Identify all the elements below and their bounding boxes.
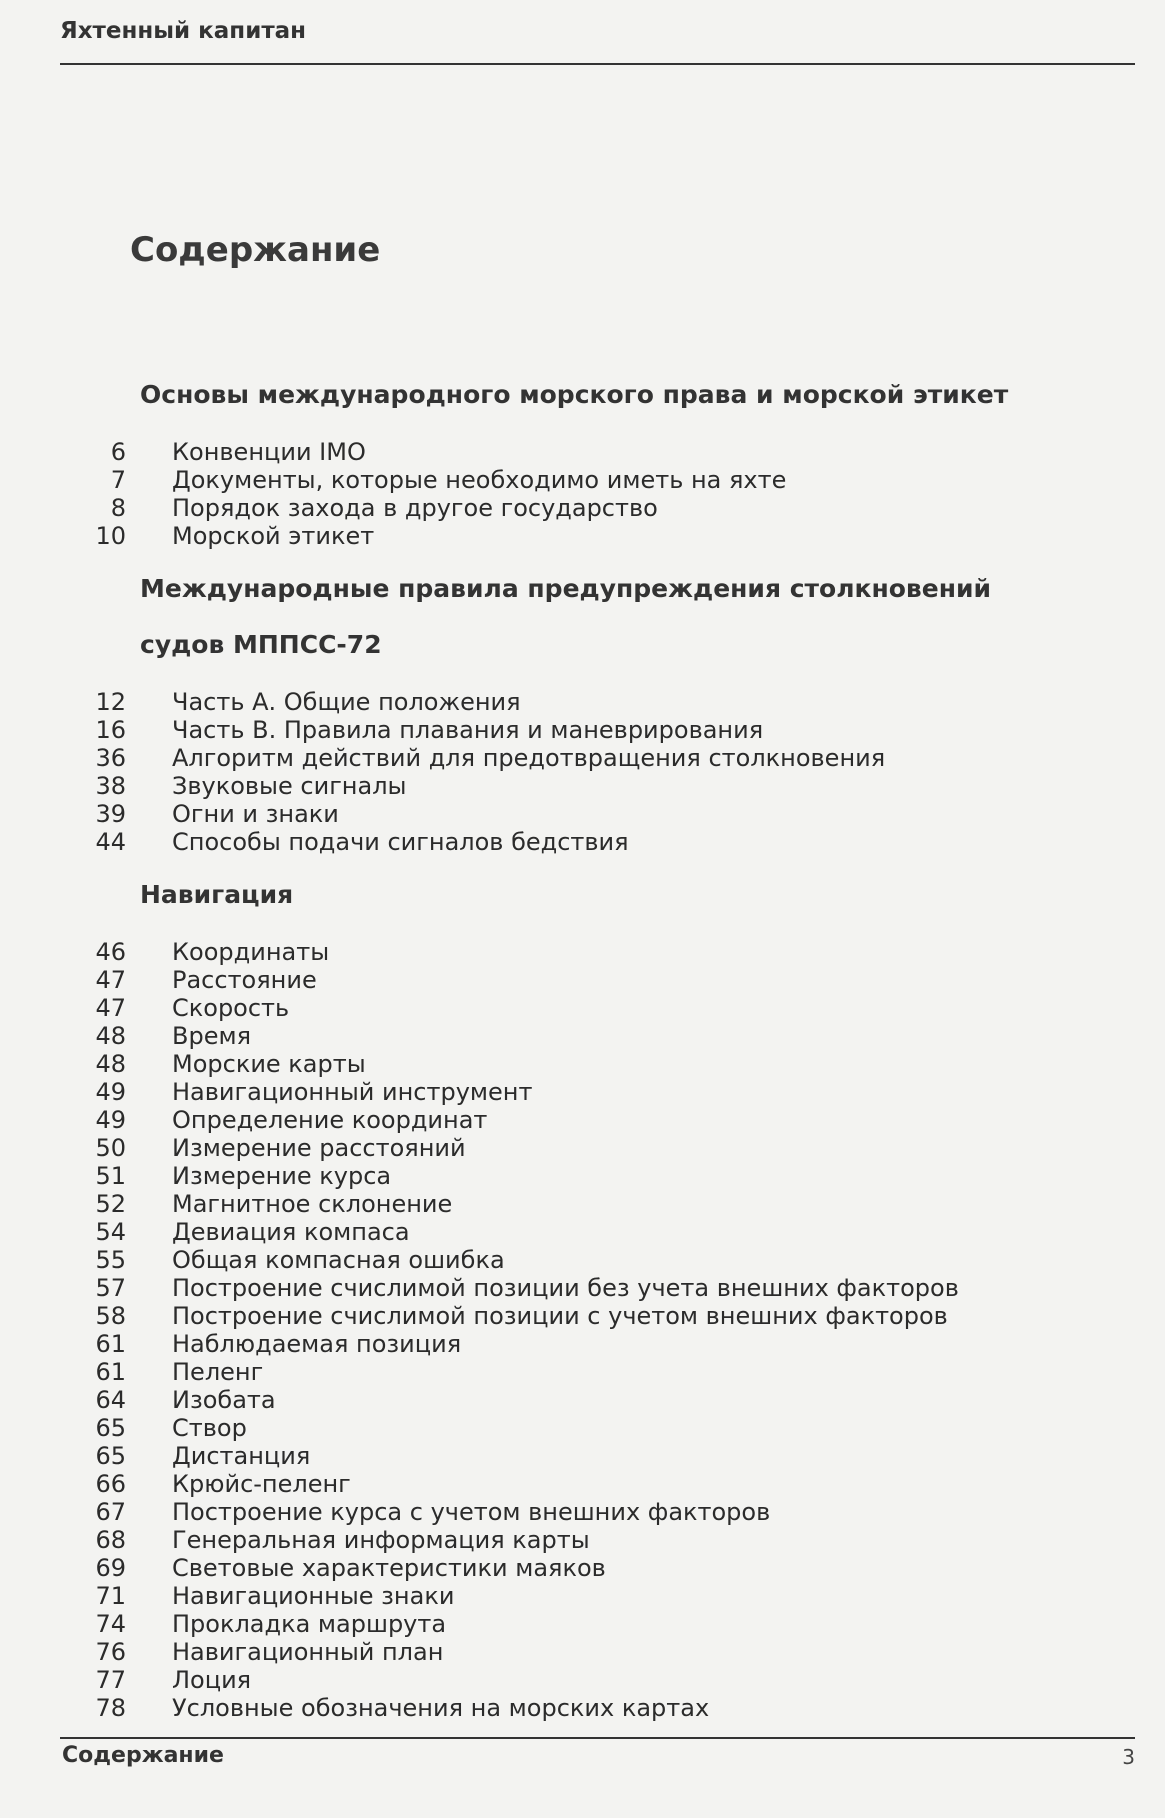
- toc-entry-title: Координаты: [172, 938, 330, 966]
- toc-entry-title: Построение счислимой позиции с учетом внешних факторов: [172, 1302, 948, 1330]
- toc-entry-title: Световые характеристики маяков: [172, 1554, 606, 1582]
- toc-entry-title: Документы, которые необходимо иметь на яхте: [172, 466, 787, 494]
- toc-entry-title: Навигационные знаки: [172, 1582, 455, 1610]
- toc-entry-title: Дистанция: [172, 1442, 311, 1470]
- toc-entry-title: Навигационный инструмент: [172, 1078, 533, 1106]
- toc-page-number: 8: [110, 494, 126, 522]
- toc-entry-title: Магнитное склонение: [172, 1190, 453, 1218]
- toc-page-number: 58: [95, 1302, 126, 1330]
- toc-entry-title: Генеральная информация карты: [172, 1526, 590, 1554]
- toc-entry-title: Условные обозначения на морских картах: [172, 1694, 710, 1722]
- toc-page-number: 44: [95, 828, 126, 856]
- toc-page-number: 67: [95, 1498, 126, 1526]
- toc-page-number: 76: [95, 1638, 126, 1666]
- page-title: Содержание: [130, 230, 381, 270]
- toc-entry-title: Порядок захода в другое государство: [172, 494, 658, 522]
- toc-entry-title: Пеленг: [172, 1358, 264, 1386]
- toc-page-number: 78: [95, 1694, 126, 1722]
- toc-entry-title: Наблюдаемая позиция: [172, 1330, 462, 1358]
- section-heading: Основы международного морского права и морской этикет: [140, 380, 1009, 409]
- toc-page-number: 49: [95, 1106, 126, 1134]
- toc-page-number: 7: [110, 466, 126, 494]
- toc-entry-title: Алгоритм действий для предотвращения столкновения: [172, 744, 886, 772]
- section-heading-continued: судов МППСС-72: [140, 630, 382, 659]
- toc-page-number: 77: [95, 1666, 126, 1694]
- header-rule: [60, 63, 1135, 65]
- toc-page-number: 46: [95, 938, 126, 966]
- footer-section-title: Содержание: [62, 1743, 224, 1768]
- toc-entry-title: Створ: [172, 1414, 247, 1442]
- toc-entry-title: Скорость: [172, 994, 290, 1022]
- toc-entry-title: Измерение курса: [172, 1162, 392, 1190]
- toc-page-number: 38: [95, 772, 126, 800]
- toc-entry-title: Огни и знаки: [172, 800, 339, 828]
- toc-page-number: 65: [95, 1414, 126, 1442]
- toc-entry-title: Конвенции IMO: [172, 438, 366, 466]
- toc-page-number: 49: [95, 1078, 126, 1106]
- toc-page-number: 61: [95, 1330, 126, 1358]
- toc-page-number: 50: [95, 1134, 126, 1162]
- toc-page-number: 66: [95, 1470, 126, 1498]
- toc-page-number: 12: [95, 688, 126, 716]
- footer-rule: [60, 1737, 1135, 1739]
- toc-entry-title: Общая компасная ошибка: [172, 1246, 505, 1274]
- toc-entry-title: Лоция: [172, 1666, 252, 1694]
- toc-page-number: 51: [95, 1162, 126, 1190]
- toc-page-number: 61: [95, 1358, 126, 1386]
- toc-page-number: 48: [95, 1050, 126, 1078]
- page-number: 3: [1122, 1745, 1135, 1769]
- toc-entry-title: Построение счислимой позиции без учета внешних факторов: [172, 1274, 959, 1302]
- toc-page-number: 57: [95, 1274, 126, 1302]
- toc-entry-title: Звуковые сигналы: [172, 772, 407, 800]
- toc-page-number: 6: [110, 438, 126, 466]
- toc-page-number: 16: [95, 716, 126, 744]
- toc-page-number: 71: [95, 1582, 126, 1610]
- toc-page-number: 48: [95, 1022, 126, 1050]
- running-header-title: Яхтенный капитан: [60, 18, 307, 44]
- toc-entry-title: Расстояние: [172, 966, 317, 994]
- toc-page-number: 74: [95, 1610, 126, 1638]
- toc-entry-title: Способы подачи сигналов бедствия: [172, 828, 629, 856]
- section-heading: Навигация: [140, 880, 294, 909]
- toc-entry-title: Прокладка маршрута: [172, 1610, 447, 1638]
- toc-page-number: 68: [95, 1526, 126, 1554]
- toc-entry-title: Навигационный план: [172, 1638, 444, 1666]
- toc-page-number: 69: [95, 1554, 126, 1582]
- toc-entry-title: Часть А. Общие положения: [172, 688, 521, 716]
- toc-entry-title: Крюйс-пеленг: [172, 1470, 351, 1498]
- toc-entry-title: Определение координат: [172, 1106, 488, 1134]
- toc-page-number: 39: [95, 800, 126, 828]
- toc-page-number: 52: [95, 1190, 126, 1218]
- toc-page-number: 65: [95, 1442, 126, 1470]
- toc-page-number: 10: [95, 522, 126, 550]
- toc-entry-title: Измерение расстояний: [172, 1134, 466, 1162]
- toc-entry-title: Часть В. Правила плавания и маневрирования: [172, 716, 764, 744]
- toc-entry-title: Морской этикет: [172, 522, 375, 550]
- toc-entry-title: Изобата: [172, 1386, 276, 1414]
- toc-entry-title: Морские карты: [172, 1050, 366, 1078]
- toc-entry-title: Время: [172, 1022, 252, 1050]
- toc-page-number: 47: [95, 966, 126, 994]
- toc-page-number: 36: [95, 744, 126, 772]
- toc-entry-title: Построение курса с учетом внешних факторов: [172, 1498, 771, 1526]
- toc-entry-title: Девиация компаса: [172, 1218, 410, 1246]
- toc-page-number: 47: [95, 994, 126, 1022]
- section-heading: Международные правила предупреждения столкновений: [140, 574, 992, 603]
- toc-page-number: 64: [95, 1386, 126, 1414]
- toc-page-number: 55: [95, 1246, 126, 1274]
- toc-page-number: 54: [95, 1218, 126, 1246]
